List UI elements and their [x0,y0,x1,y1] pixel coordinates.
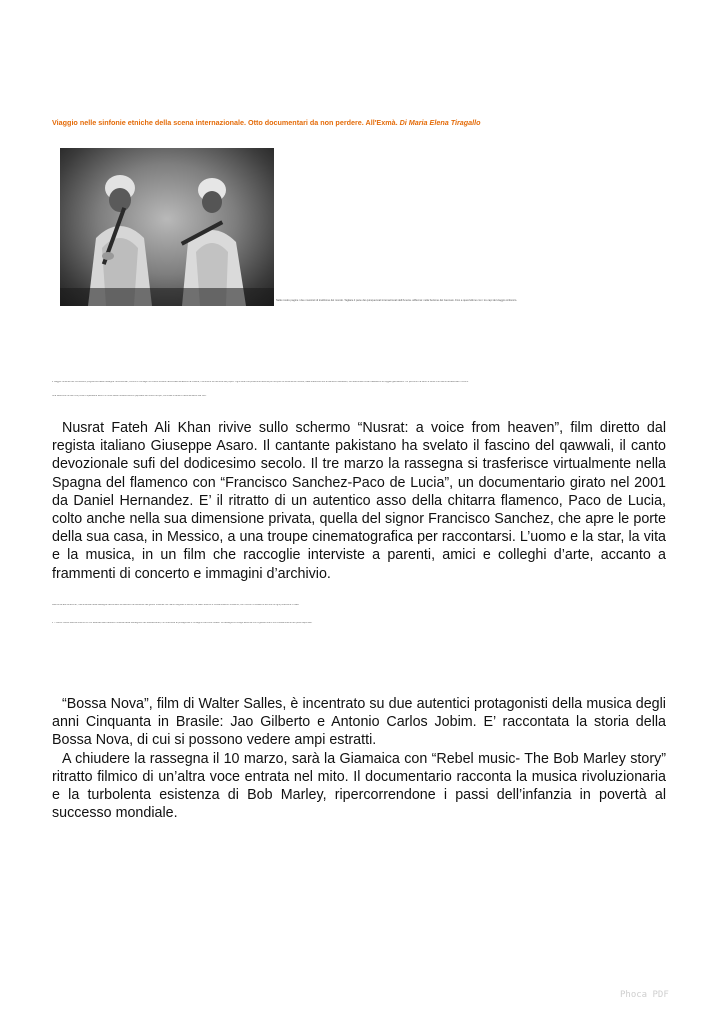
paragraph-bossa-marley [52,695,666,822]
header-lead: Viaggio nelle sinfonie etniche della scena internazionale. Otto documentari da non perdere. All'Exmà. [52,118,398,127]
tiny-text-line: Il 7 marzo invece sarà la volta di un film dedicato alle tradizioni musicali della Sardegna e del Mediterraneo, con interviste ai protagonisti e immagini d'archivio inedite. La rassegna si svolge all'Exmà con ingresso libero fino a esaurimento dei posti disponibili. [52,622,313,624]
phoca-pdf-footer: Phoca PDF [620,990,669,1000]
paragraph-text: A chiudere la rassegna il 10 marzo, sarà la Giamaica con “Rebel music- The Bob Marley story” ritratto filmico di un’altra voce entrata nel mito. Il documentario racconta la musica rivoluzionaria e la turbolenta esistenza di Bob Marley, ripercorrendone i passi dell’infanzia in povertà al successo mondiale. [52,750,666,822]
paragraph-text: Nusrat Fateh Ali Khan rivive sullo schermo “Nusrat: a voice from heaven”, film diretto dal regista italiano Giuseppe Asaro. Il cantante pakistano ha svelato il fascino del qawwali, il canto devozionale sufi del dodicesimo secolo. Il tre marzo la rassegna si trasferisce virtualmente nella Spagna del flamenco con “Francisco Sanchez-Paco de Lucia”, un documentario girato nel 2001 da Daniel Hernandez. E’ il ritratto di un autentico asso della chitarra flamenco, Paco de Lucia, colto anche nella sua dimensione privata, quella del signor Francisco Sanchez, che apre le porte della sua casa, in Messico, a una troupe cinematografica per raccontarsi. L’uomo e la star, la vita e la musica, in un film che raccoglie interviste a parenti, amici e colleghi d’arte, accanto a frammenti di concerto e immagini d’archivio. [52,420,666,582]
tiny-text-line: Dall'Africa alle Americhe, i documentari della rassegna raccontano la nascita e la diffusione dei generi musicali che hanno segnato il secolo, tra radici antiche e contaminazioni moderne, con incontri e dibattiti al termine di ogni proiezione in sala. [52,604,300,606]
paragraph-text: “Bossa Nova”, film di Walter Salles, è incentrato su due autentici protagonisti della musica degli anni Cinquanta in Brasile: Jao Gilberto e Antonio Carlos Jobim. E’ raccontata la storia della Bossa Nova, di cui si possono vedere ampi estratti. [52,696,666,749]
musicians-illustration [60,148,274,306]
photo-caption: Nelle nostre pagine i due musicisti di tradizione del mondo. Tagliare il pane dei quinquennali internazionali dell'Ameria. all'Exmà: nella Sezione del Gennaio. Fino a quest'ultimo con i tre capi del viaggio sinfonico. [276,299,518,302]
paragraph-nusrat-paco [52,419,666,583]
musicians-photo [60,148,274,306]
article-header [52,118,692,127]
tiny-text-line: Una selezione di titoli che porta lo spettatore dentro il cuore della musica etnica e popolare del nostro tempo, tra ritratti di artisti e testimonianze dal vivo. [52,395,207,397]
tiny-text-line: Il viaggio continua nel ricchissimo programma della rassegna: documentari, incontri e immagini di culture lontane raccontate attraverso la musica, il cinema e la memoria dei popoli. Ogni sera una proiezione diversa per scoprire le sonorità del mondo, dalla tradizione sufi al flamenco andaluso, fino alla bossa nova brasiliana e al reggae giamaicano. Un percorso tra suoni e storie che hanno attraversato i confini. [52,381,469,383]
header-author: Di Maria Elena Tiragallo [399,118,481,127]
